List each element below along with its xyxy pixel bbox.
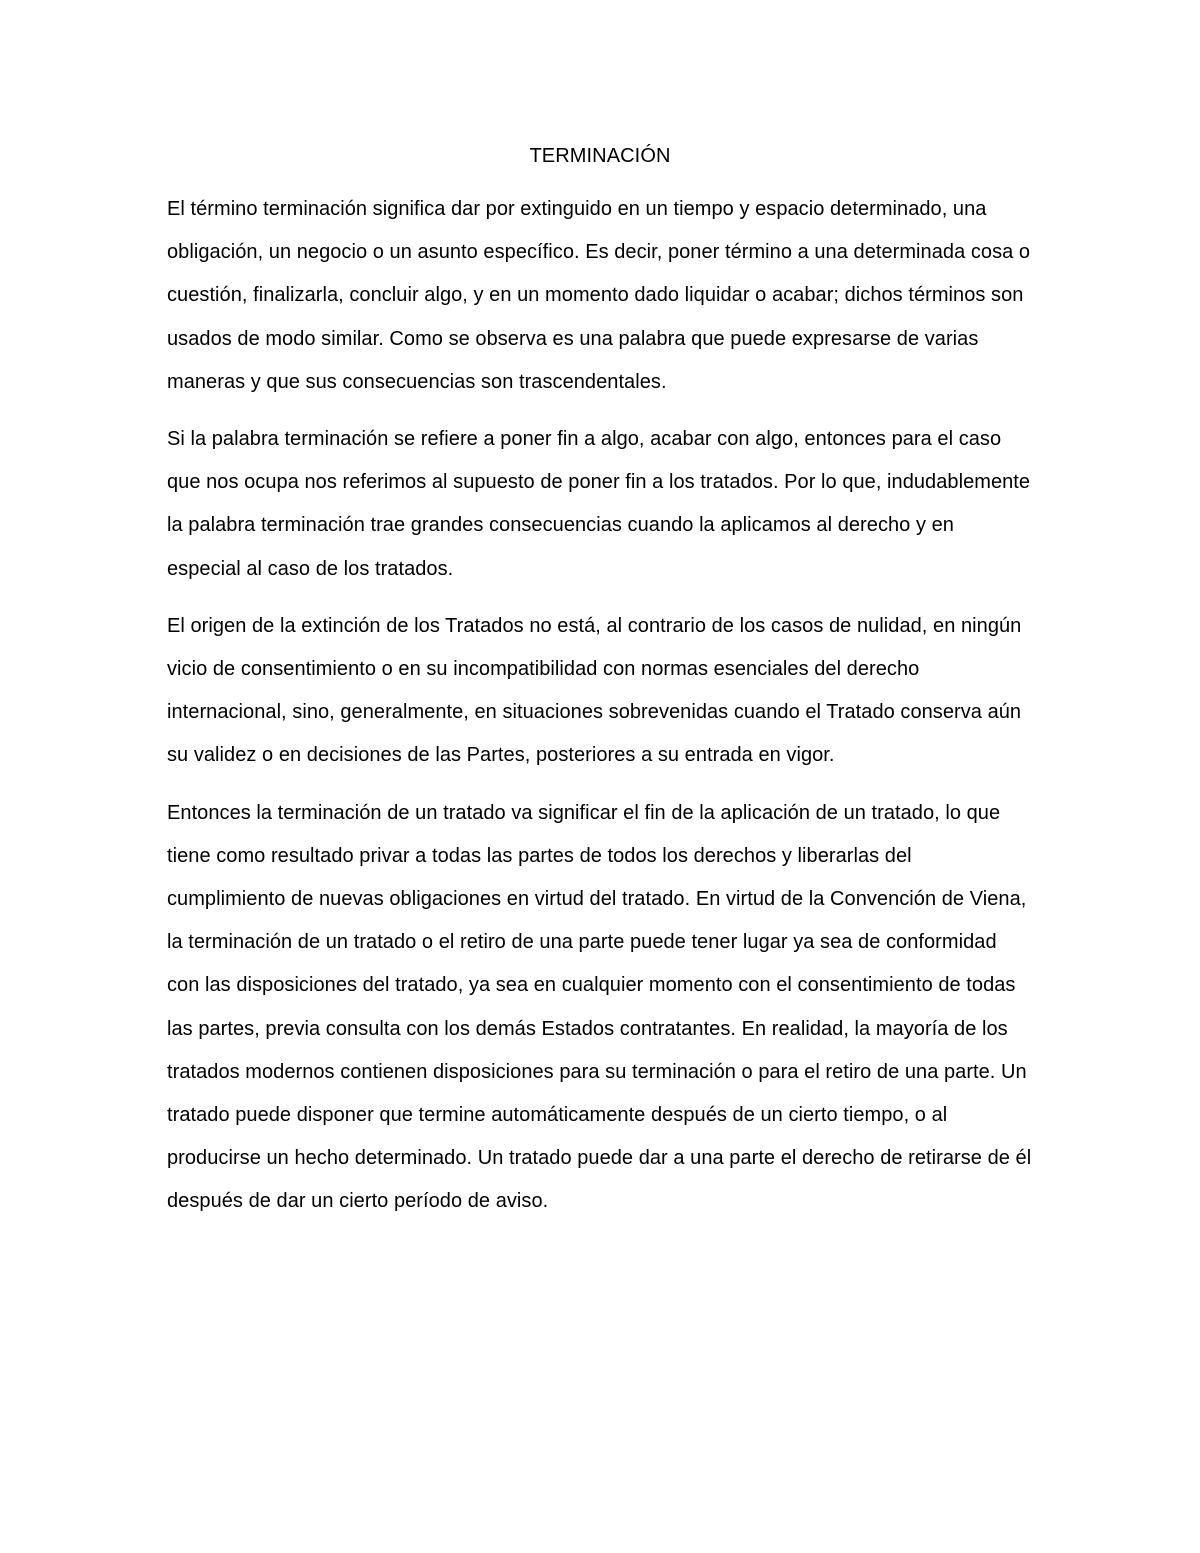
- document-body: [167, 138, 1033, 1238]
- paragraph-application-to-treaties: Si la palabra terminación se refiere a poner fin a algo, acabar con algo, entonces para el caso que nos ocupa nos referimos al supuesto de poner fin a los tratados. Por lo que, indudablemente la palabra terminación trae grandes consecuencias cuando la aplicamos al derecho y en especial al caso de los tratados.: [167, 428, 1031, 580]
- paragraph-vienna-convention: Entonces la terminación de un tratado va significar el fin de la aplicación de un tratado, lo que tiene como resultado privar a todas las partes de todos los derechos y liberarlas del cumplimiento de nuevas obligaciones en virtud del tratado. En virtud de la Convención de Viena, la terminación de un tratado o el retiro de una parte puede tener lugar ya sea de conformidad con las disposiciones del tratado, ya sea en cualquier momento con el consentimiento de todas las partes, previa consulta con los demás Estados contratantes. En realidad, la mayoría de los tratados modernos contienen disposiciones para su terminación o para el retiro de una parte. Un tratado puede disponer que termine automáticamente después de un cierto tiempo, o al producirse un hecho determinado. Un tratado puede dar a una parte el derecho de retirarse de él después de dar un cierto período de aviso.: [167, 801, 1032, 1213]
- document-title: TERMINACIÓN: [529, 145, 671, 167]
- paragraph-definition: El término terminación significa dar por extinguido en un tiempo y espacio determinado, una obligación, un negocio o un asunto específico. Es decir, poner término a una determinada cosa o cuestión, finalizarla, concluir algo, y en un momento dado liquidar o acabar; dichos términos son usados de modo similar. Como se observa es una palabra que puede expresarse de varias maneras y que sus consecuencias son trascendentales.: [167, 198, 1031, 393]
- paragraph-origin-of-extinction: El origen de la extinción de los Tratados no está, al contrario de los casos de nulidad, en ningún vicio de consentimiento o en su incompatibilidad con normas esenciales del derecho internacional, sino, generalmente, en situaciones sobrevenidas cuando el Tratado conserva aún su validez o en decisiones de las Partes, posteriores a su entrada en vigor.: [167, 614, 1022, 767]
